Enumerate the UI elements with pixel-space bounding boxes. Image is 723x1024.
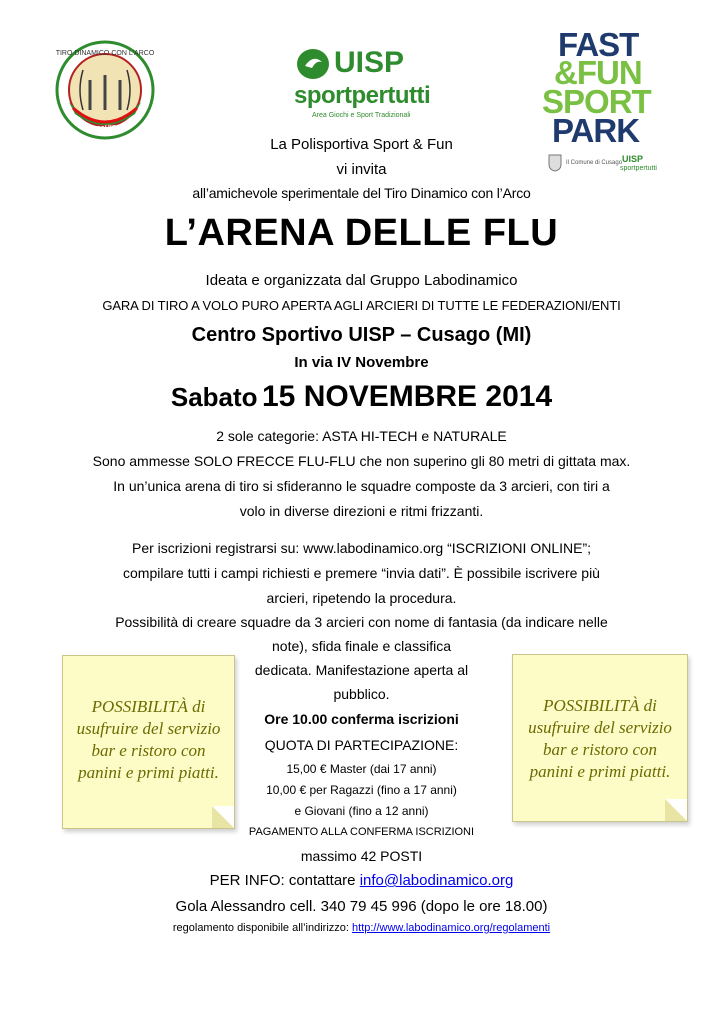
page-title: L’ARENA DELLE FLU [164,212,559,254]
quota-title: QUOTA DI PARTECIPAZIONE: [264,737,459,753]
regolamento-prefix: regolamento disponibile all’indirizzo: [172,922,353,934]
uisp-runner-icon [296,48,330,80]
registration-line-6: dedicata. Manifestazione aperta al [254,662,469,678]
event-date [0,380,723,414]
uisp-sub: sportpertutti [294,82,431,109]
registration-line-4: Possibilità di creare squadre da 3 arcieri con nome di fantasia (da indicare nelle [115,614,608,630]
uisp-tag: Area Giochi e Sport Tradizionali [312,112,411,119]
gara-text: GARA DI TIRO A VOLO PURO APERTA AGLI ARCIERI DI TUTTE LE FEDERAZIONI/ENTI [102,298,621,313]
arco-uisp-logo [55,40,155,140]
info-line [0,872,723,889]
contact-line: Gola Alessandro cell. 340 79 45 996 (dopo le ore 18.00) [175,898,548,915]
note-left-line-2: usufruire del servizio [76,719,221,738]
small-uisp-word: UISP [622,154,644,164]
uisp-logo [292,44,442,124]
note-left-line-1: POSSIBILITÀ di [91,697,206,716]
note-right-line-2: usufruire del servizio [528,718,672,737]
arco-ring-text: TIRO DINAMICO CON L'ARCO [55,50,155,57]
note-right-line-4: panini e primi piatti. [529,762,671,781]
quota-master: 15,00 € Master (dai 17 anni) [286,762,437,776]
address-text: In via IV Novembre [294,354,429,371]
rules-line-1: 2 sole categorie: ASTA HI-TECH e NATURALE [216,428,507,444]
registration-line-1: Per iscrizioni registrarsi su: www.labodinamico.org “ISCRIZIONI ONLINE”; [131,540,591,556]
small-uisp-sub: sportpertutti [620,165,657,172]
note-left-line-4: panini e primi piatti. [78,763,219,782]
rules-line-4: volo in diverse direzioni e ritmi frizzanti. [239,503,484,519]
intro-line-2: vi invita [336,161,387,178]
fun-word: &FUN [554,54,642,91]
venue-text: Centro Sportivo UISP – Cusago (MI) [191,324,532,346]
quota-ragazzi: 10,00 € per Ragazzi (fino a 17 anni) [266,783,457,797]
note-right-line-1: POSSIBILITÀ di [543,696,657,715]
registration-line-7: pubblico. [333,686,390,702]
info-email-link[interactable]: info@labodinamico.org [359,872,514,889]
registration-line-5: note), sfida finale e classifica [272,638,451,654]
intro-line-1: La Polisportiva Sport & Fun [270,136,453,153]
rules-line-2: Sono ammesse SOLO FRECCE FLU-FLU che non superino gli 80 metri di gittata max. [92,453,631,469]
quota-posti: massimo 42 POSTI [300,848,423,864]
organizer-text: Ideata e organizzata dal Gruppo Labodinamico [205,272,518,289]
note-right-line-3: bar e ristoro con [542,740,658,759]
note-right-fold [665,799,687,821]
regolamento-link[interactable]: http://www.labodinamico.org/regolamenti [352,922,551,934]
date-day: Sabato [170,382,258,412]
note-left-fold [212,806,234,828]
intro-line-3: all’amichevole sperimentale del Tiro Dinamico con l’Arco [192,185,531,201]
archers-emblem-icon [55,40,155,140]
arco-bottom-text: ArcoUISP [88,125,122,132]
note-right [512,654,688,822]
quota-giovani: e Giovani (fino a 12 anni) [294,804,429,818]
conferma-text: Ore 10.00 conferma iscrizioni [264,711,459,727]
rules-line-3: In un’unica arena di tiro si sfideranno le squadre composte da 3 arcieri, con tiri a [113,478,610,494]
info-prefix: PER INFO: contattare [209,872,360,889]
comune-text: Il Comune di Cusago [566,160,623,166]
fast-word: FAST [558,26,639,63]
note-left [62,655,235,829]
park-word: PARK [552,112,640,149]
registration-line-3: arcieri, ripetendo la procedura. [266,590,457,606]
quota-pagamento: PAGAMENTO ALLA CONFERMA ISCRIZIONI [248,826,475,838]
regolamento-line [0,922,723,934]
uisp-word: UISP [334,46,405,79]
note-left-line-3: bar e ristoro con [91,741,206,760]
registration-line-2: compilare tutti i campi richiesti e premere “invia dati”. È possibile iscrivere più [123,565,600,581]
sport-word: SPORT [542,83,651,120]
date-rest: 15 NOVEMBRE 2014 [262,380,553,413]
